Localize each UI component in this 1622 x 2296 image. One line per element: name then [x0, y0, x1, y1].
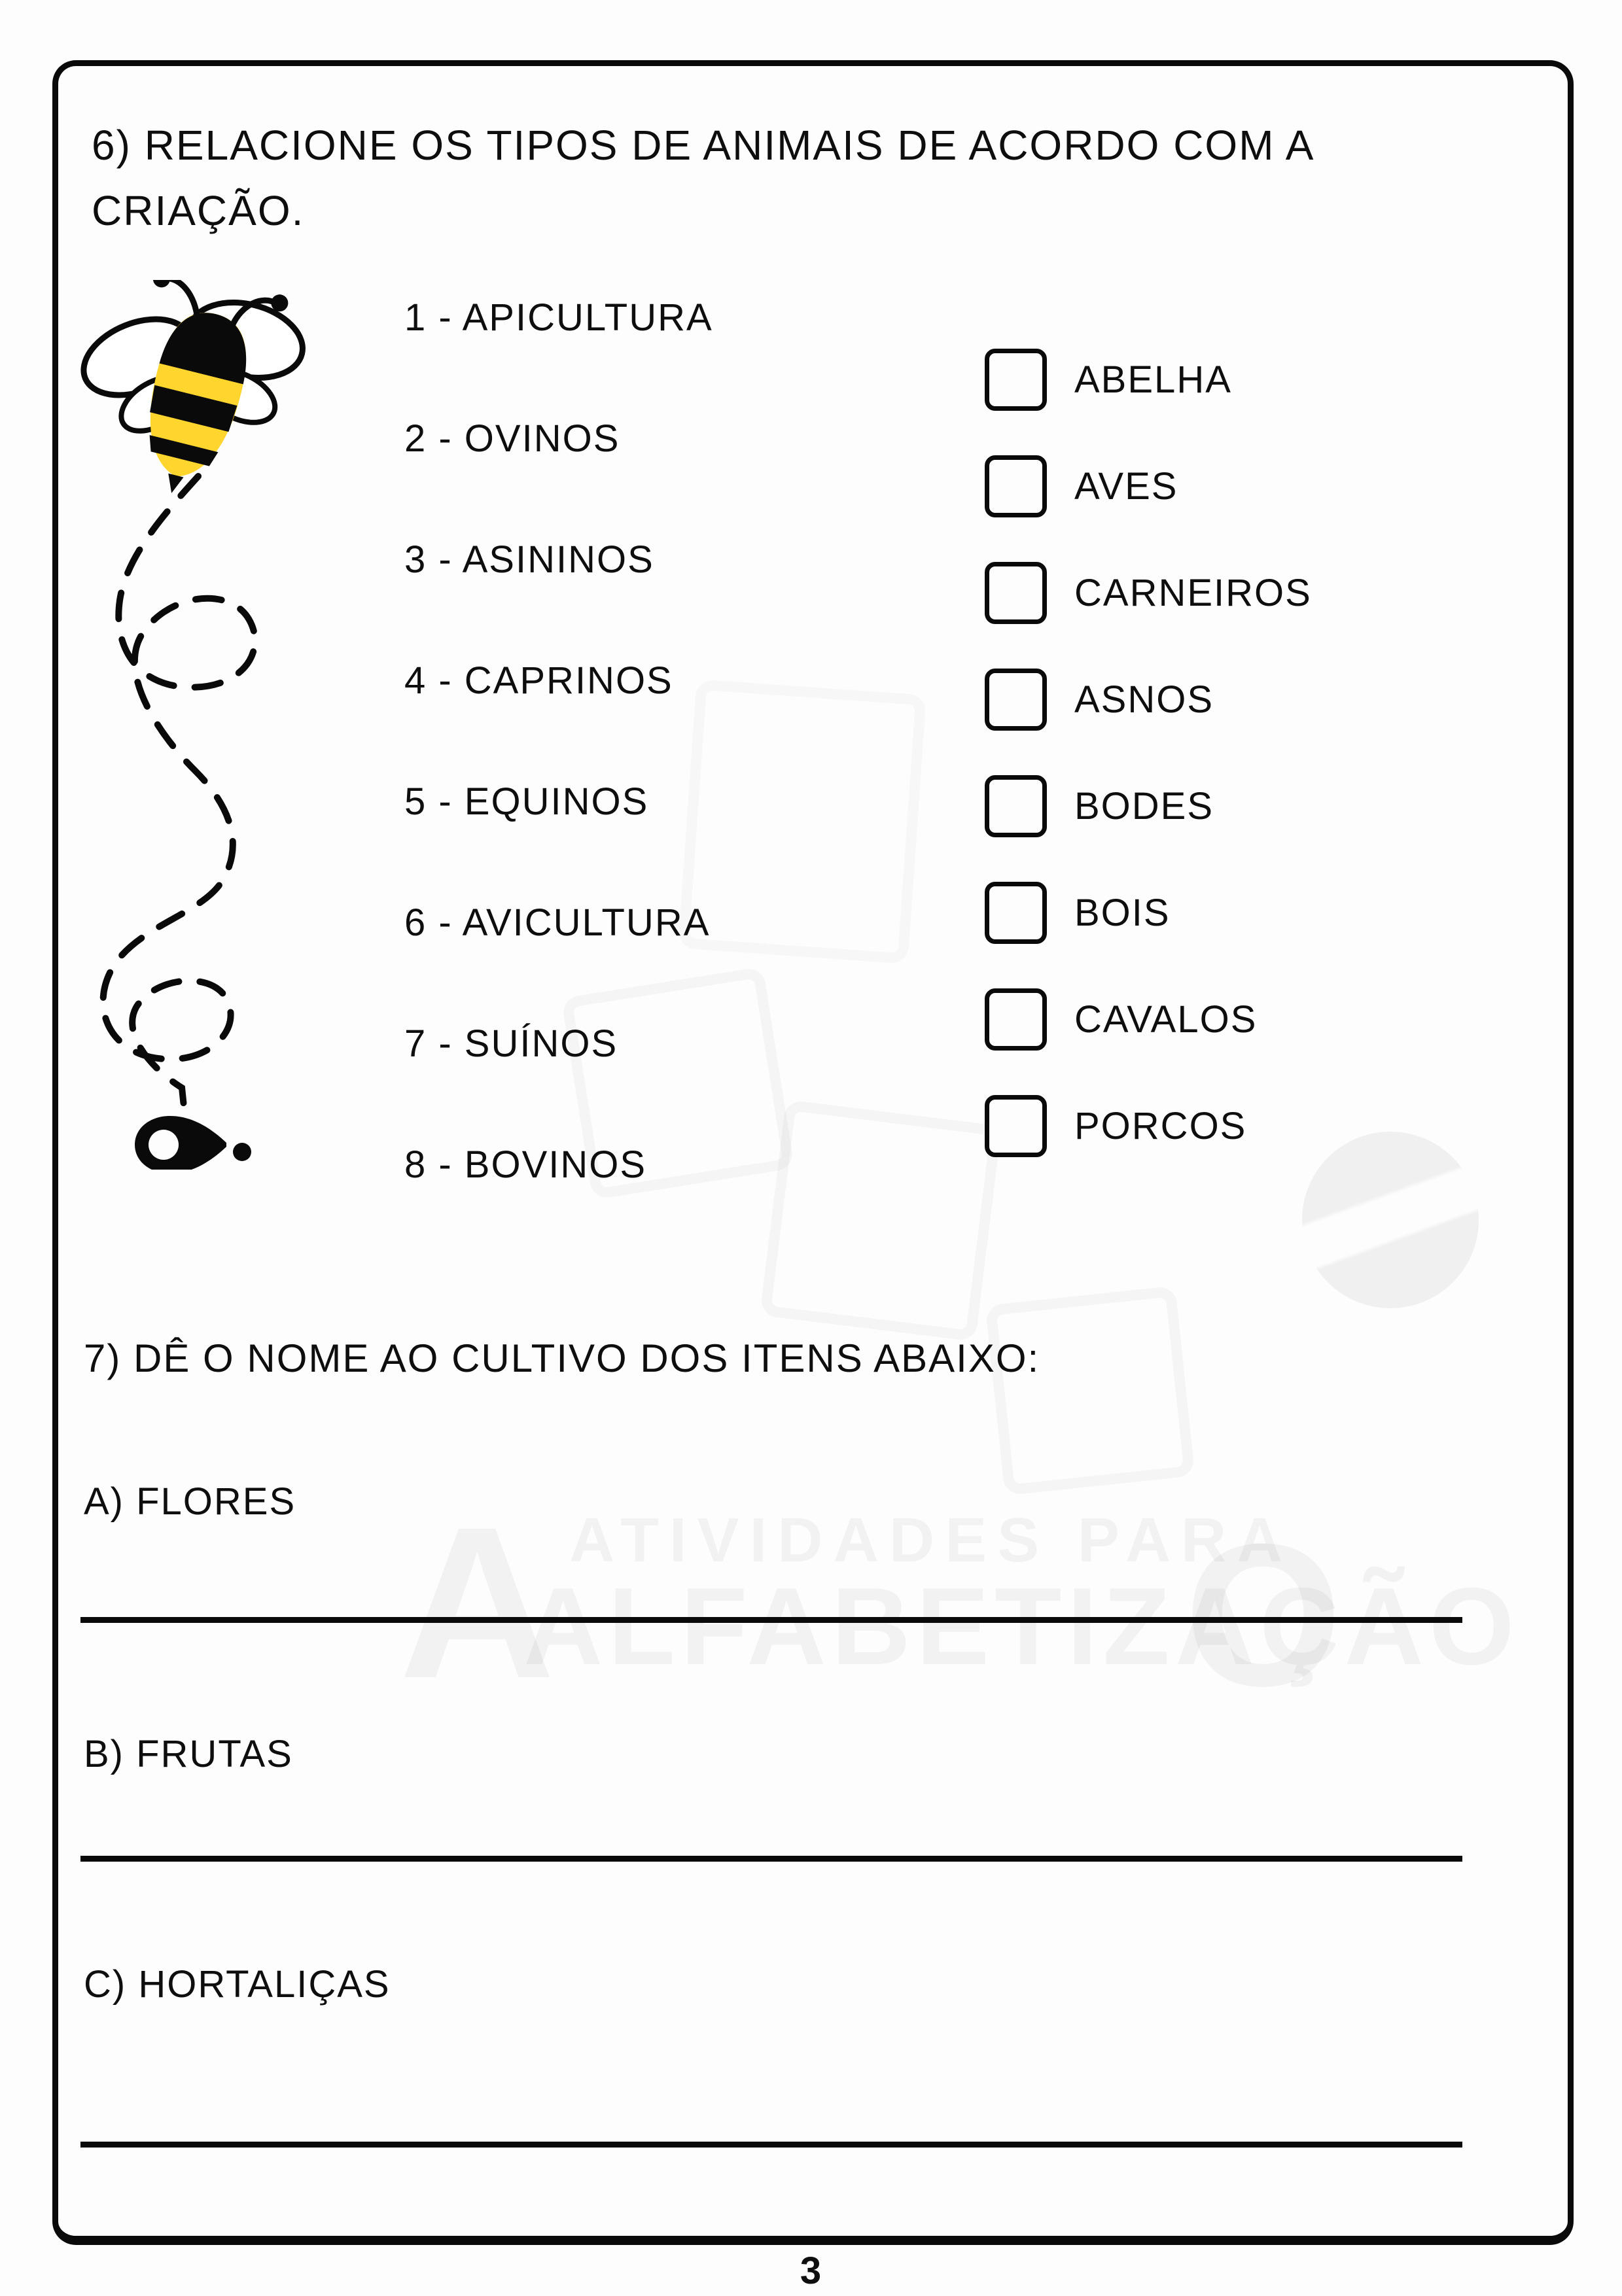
page-number: 3 [800, 2250, 822, 2292]
list-item: 4 - CAPRINOS [404, 659, 673, 702]
answer-label: AVES [1074, 465, 1178, 508]
bee-body [77, 280, 311, 510]
question6-title: 6) RELACIONE OS TIPOS DE ANIMAIS DE ACORDO COM A CRIAÇÃO. [92, 122, 1313, 234]
question6-answer-column [985, 349, 1312, 1157]
list-item: 6 - AVICULTURA [404, 901, 711, 944]
answer-line-flores[interactable] [80, 1617, 1462, 1623]
answer-row [985, 562, 1312, 624]
answer-row [985, 988, 1312, 1051]
location-pin-icon [135, 1116, 251, 1170]
answer-checkbox-asnos[interactable] [985, 669, 1047, 731]
question7-title: 7) DÊ O NOME AO CULTIVO DOS ITENS ABAIXO: [84, 1336, 1040, 1380]
list-item: 2 - OVINOS [404, 417, 620, 460]
list-item: 5 - EQUINOS [404, 780, 649, 823]
answer-checkbox-bois[interactable] [985, 882, 1047, 944]
question7-item-frutas: B) FRUTAS [84, 1733, 293, 1775]
answer-label: BOIS [1074, 892, 1171, 934]
answer-row [985, 775, 1312, 837]
list-item: 3 - ASININOS [404, 538, 654, 581]
answer-label: PORCOS [1074, 1105, 1247, 1147]
dashed-flight-path [103, 476, 255, 1170]
question7-item-flores: A) FLORES [84, 1480, 296, 1523]
answer-checkbox-bodes[interactable] [985, 775, 1047, 837]
answer-line-frutas[interactable] [80, 1856, 1462, 1862]
list-item: 1 - APICULTURA [404, 296, 713, 339]
question6-item-list [404, 295, 713, 1188]
answer-row [985, 882, 1312, 944]
answer-checkbox-abelha[interactable] [985, 349, 1047, 411]
answer-label: CAVALOS [1074, 998, 1258, 1041]
list-item: 7 - SUÍNOS [404, 1022, 618, 1065]
bee-illustration [77, 280, 313, 1170]
answer-label: CARNEIROS [1074, 572, 1312, 614]
answer-checkbox-cavalos[interactable] [985, 988, 1047, 1051]
answer-label: ABELHA [1074, 358, 1232, 401]
list-item: 8 - BOVINOS [404, 1143, 647, 1186]
answer-row [985, 349, 1312, 411]
answer-row [985, 1095, 1312, 1157]
answer-row [985, 455, 1312, 517]
answer-row [985, 669, 1312, 731]
answer-label: BODES [1074, 785, 1214, 827]
question7-item-hortalicas: C) HORTALIÇAS [84, 1963, 391, 2006]
answer-line-hortalicas[interactable] [80, 2142, 1462, 2148]
answer-checkbox-aves[interactable] [985, 455, 1047, 517]
answer-checkbox-porcos[interactable] [985, 1095, 1047, 1157]
answer-label: ASNOS [1074, 678, 1214, 721]
bee-icon [77, 280, 313, 1170]
answer-checkbox-carneiros[interactable] [985, 562, 1047, 624]
